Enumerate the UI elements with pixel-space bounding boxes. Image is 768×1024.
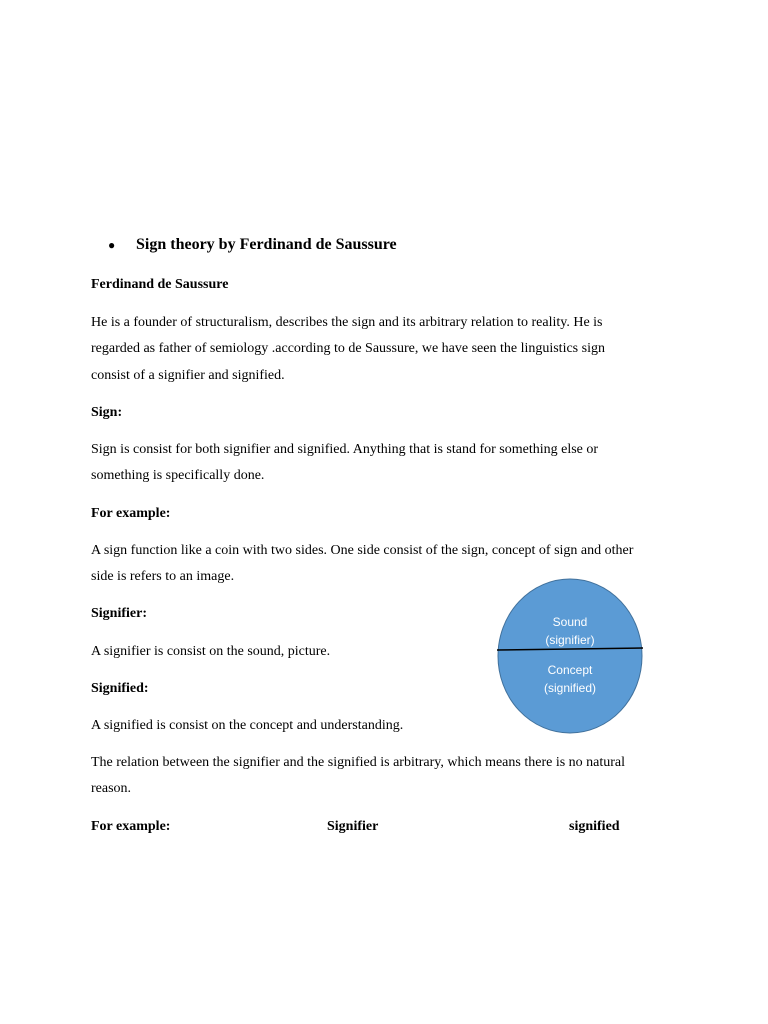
- concept-label: Concept: [547, 663, 593, 677]
- signifier-label: Signifier:: [91, 606, 147, 621]
- sound-label: Sound: [552, 615, 588, 629]
- example-label: For example:: [91, 506, 171, 521]
- sign-circle-diagram: [495, 577, 645, 735]
- sign-label: Sign:: [91, 405, 123, 420]
- intro-line: He is a founder of structuralism, describes the sign and its arbitrary relation to reality. He is: [91, 315, 603, 330]
- signified-column-heading: signified: [569, 819, 620, 834]
- example-text-line: A sign function like a coin with two sides. One side consist of the sign, concept of sign and other: [91, 543, 634, 558]
- example-label-2: For example:: [91, 819, 171, 834]
- sign-circle: [498, 579, 642, 733]
- sign-text-line: Sign is consist for both signifier and signified. Anything that is stand for something else or: [91, 442, 599, 457]
- signifier-circle-label: (signifier): [545, 633, 595, 647]
- signifier-column-heading: Signifier: [327, 819, 379, 834]
- intro-line: consist of a signifier and signified.: [91, 368, 285, 383]
- signified-label: Signified:: [91, 681, 149, 696]
- relation-text-line: reason.: [91, 781, 132, 796]
- signified-text: A signified is consist on the concept and understanding.: [91, 718, 404, 733]
- section-heading: [108, 234, 397, 256]
- signified-circle-label: (signified): [543, 681, 597, 695]
- sign-circle-svg: [495, 577, 645, 735]
- bullet-icon: ●: [108, 238, 116, 252]
- example-text-line: side is refers to an image.: [91, 569, 235, 584]
- intro-line: regarded as father of semiology .according to de Saussure, we have seen the linguistics sign: [91, 341, 605, 356]
- section-heading-text: Sign theory by Ferdinand de Saussure: [136, 236, 397, 253]
- signifier-text: A signifier is consist on the sound, picture.: [91, 644, 331, 659]
- subheading: Ferdinand de Saussure: [91, 277, 229, 292]
- sign-text-line: something is specifically done.: [91, 468, 265, 483]
- relation-text-line: The relation between the signifier and the signified is arbitrary, which means there is no natural: [91, 755, 626, 770]
